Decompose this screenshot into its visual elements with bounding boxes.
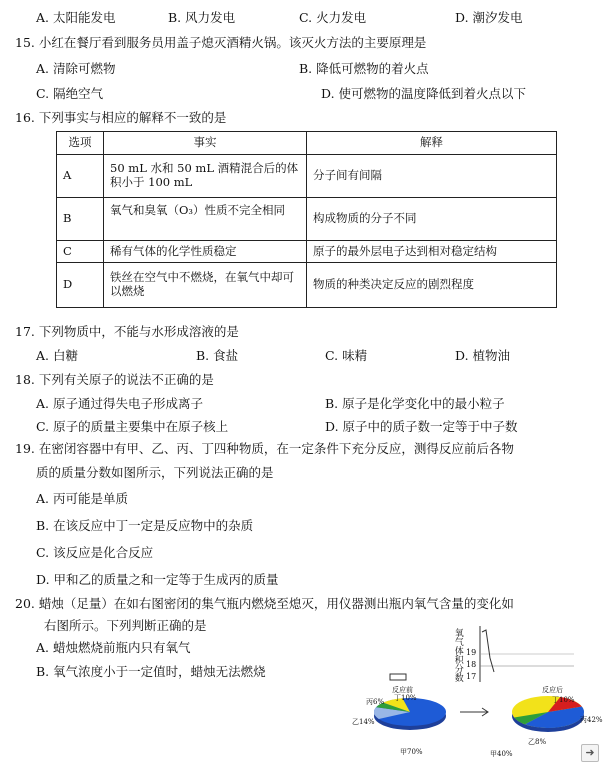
- corner-arrow-icon[interactable]: ➜: [581, 744, 599, 762]
- question-number: 18.: [15, 372, 35, 387]
- pie-after-label-jia: 甲40%: [490, 750, 513, 758]
- q18-option-c: C. 原子的质量主要集中在原子核上: [36, 419, 229, 434]
- question-stem: 下列有关原子的说法不正确的是: [38, 372, 214, 387]
- question-number: 15.: [15, 35, 35, 50]
- q15-option-a: A. 清除可燃物: [36, 61, 116, 76]
- q18-option-d: D. 原子中的质子数一定等于中子数: [325, 419, 518, 434]
- question-number: 19.: [15, 441, 35, 456]
- q15-option-c: C. 隔绝空气: [36, 86, 104, 101]
- row-reason: 原子的最外层电子达到相对稳定结构: [307, 241, 557, 263]
- question-number: 20.: [15, 596, 35, 611]
- row-fact: 铁丝在空气中不燃烧，在氧气中却可以燃烧: [104, 263, 307, 308]
- question-stem: 下列物质中，不能与水形成溶液的是: [38, 324, 239, 339]
- pie-after-label-yi: 乙8%: [528, 738, 547, 746]
- row-fact: 稀有气体的化学性质稳定: [104, 241, 307, 263]
- graph-ylabel: 氧气体积分数: [452, 628, 463, 682]
- graph-tick: 18: [466, 660, 477, 669]
- facts-table: [56, 131, 557, 308]
- q20-option-b: B. 氧气浓度小于一定值时，蜡烛无法燃烧: [36, 664, 266, 679]
- table-row: [57, 155, 557, 198]
- pie-before-title: 反应前: [392, 686, 413, 694]
- q19-option-b: B. 在该反应中丁一定是反应物中的杂质: [36, 518, 254, 533]
- question-stem: 下列事实与相应的解释不一致的是: [38, 110, 227, 125]
- graph-tick: 19: [466, 648, 477, 657]
- row-reason: 分子间有间隔: [307, 155, 557, 198]
- question-stem-line1: 蜡烛（足量）在如右图密闭的集气瓶内燃烧至熄灭，用仪器测出瓶内氧气含量的变化如: [38, 596, 514, 611]
- row-option: C: [57, 241, 104, 263]
- arrow-icon: [458, 706, 492, 718]
- row-reason: 构成物质的分子不同: [307, 198, 557, 241]
- pie-after-label-bing: 丙42%: [580, 716, 603, 724]
- table-row: [57, 263, 557, 308]
- pie-after-label-ding: 丁10%: [552, 696, 575, 704]
- q14-option-a: A. 太阳能发电: [36, 10, 116, 25]
- q17-option-c: C. 味精: [325, 348, 368, 363]
- question-number: 16.: [15, 110, 35, 125]
- question-17: [15, 324, 239, 339]
- question-20: [15, 596, 514, 611]
- question-18: [15, 372, 214, 387]
- question-stem-line1: 在密闭容器中有甲、乙、丙、丁四种物质，在一定条件下充分反应，测得反应前后各物: [38, 441, 514, 456]
- question-stem-line2: 质的质量分数如图所示，下列说法正确的是: [36, 465, 274, 480]
- table-header-row: [57, 132, 557, 155]
- q14-option-d: D. 潮汐发电: [455, 10, 523, 25]
- q17-option-d: D. 植物油: [455, 348, 511, 363]
- q14-option-b: B. 风力发电: [168, 10, 236, 25]
- q19-option-a: A. 丙可能是单质: [36, 491, 128, 506]
- question-stem: 小红在餐厅看到服务员用盖子熄灭酒精火锅。该灭火方法的主要原理是: [38, 35, 427, 50]
- q14-option-c: C. 火力发电: [299, 10, 367, 25]
- pie-before-label-jia: 甲70%: [400, 748, 423, 756]
- header-fact: 事实: [104, 132, 307, 155]
- question-16: [15, 110, 226, 125]
- q19-option-c: C. 该反应是化合反应: [36, 545, 154, 560]
- question-stem-line2: 右图所示。下列判断正确的是: [44, 618, 207, 633]
- q18-option-b: B. 原子是化学变化中的最小粒子: [325, 396, 505, 411]
- pie-before-label-bing: 丙6%: [366, 698, 385, 706]
- question-15: [15, 35, 426, 50]
- q17-option-a: A. 白糖: [36, 348, 78, 363]
- q15-option-d: D. 使可燃物的温度降低到着火点以下: [321, 86, 527, 101]
- table-row: [57, 198, 557, 241]
- pie-figure: [352, 672, 602, 768]
- pie-before-label-ding: 丁10%: [394, 694, 417, 702]
- row-reason: 物质的种类决定反应的剧烈程度: [307, 263, 557, 308]
- q20-option-a: A. 蜡烛燃烧前瓶内只有氧气: [36, 640, 191, 655]
- row-fact: 氧气和臭氧（O₃）性质不完全相同: [104, 198, 307, 241]
- pie-before-label-yi: 乙14%: [352, 718, 375, 726]
- header-option: 选项: [57, 132, 104, 155]
- question-number: 17.: [15, 324, 35, 339]
- row-option: A: [57, 155, 104, 198]
- row-option: D: [57, 263, 104, 308]
- table-row: [57, 241, 557, 263]
- q18-option-a: A. 原子通过得失电子形成离子: [36, 396, 203, 411]
- q19-option-d: D. 甲和乙的质量之和一定等于生成丙的质量: [36, 572, 279, 587]
- graph-tick: 17: [466, 672, 477, 681]
- beaker-icon: [390, 674, 406, 680]
- row-fact: 50 mL 水和 50 mL 酒精混合后的体积小于 100 mL: [104, 155, 307, 198]
- q17-option-b: B. 食盐: [196, 348, 239, 363]
- question-19: [15, 441, 514, 456]
- row-option: B: [57, 198, 104, 241]
- header-reason: 解释: [307, 132, 557, 155]
- q15-option-b: B. 降低可燃物的着火点: [299, 61, 429, 76]
- pie-after-title: 反应后: [542, 686, 563, 694]
